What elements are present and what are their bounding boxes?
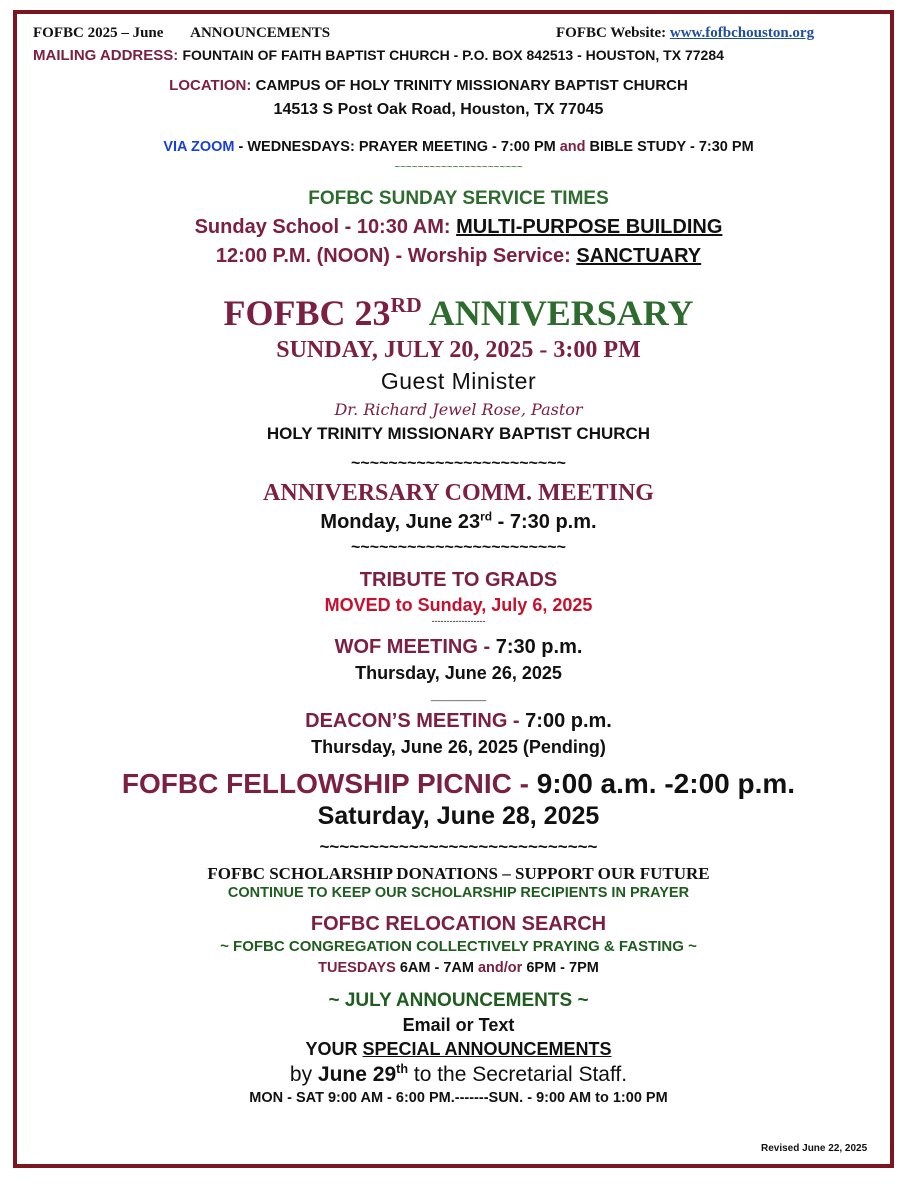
website-link[interactable]: www.fofbchouston.org (669, 25, 815, 41)
july-email-text: Email or Text (402, 1015, 515, 1035)
anniversary-word: ANNIVERSARY (428, 293, 694, 333)
worship-location: SANCTUARY (576, 245, 702, 267)
relocation-title: FOFBC RELOCATION SEARCH (310, 913, 607, 935)
july-deadline-ordinal: th (396, 1062, 409, 1076)
comm-meeting-divider: ~~~~~~~~~~~~~~~~~~~~~~~ (351, 539, 566, 556)
wof-title: WOF MEETING - (334, 636, 491, 658)
mailing-text: FOUNTAIN OF FAITH BAPTIST CHURCH - P.O. BOX 842513 - HOUSTON, TX 77284 (182, 47, 724, 63)
sunday-school-location: MULTI-PURPOSE BUILDING (456, 216, 723, 238)
anniversary-divider: ~~~~~~~~~~~~~~~~~~~~~~~ (351, 455, 566, 472)
relocation-andor: and/or (477, 960, 523, 976)
zoom-label: VIA ZOOM (163, 139, 235, 155)
location-text: CAMPUS OF HOLY TRINITY MISSIONARY BAPTIST CHURCH (255, 77, 688, 94)
worship-line (0, 245, 917, 268)
anniversary-date: SUNDAY, JULY 20, 2025 - 3:00 PM (276, 337, 641, 363)
guest-church: HOLY TRINITY MISSIONARY BAPTIST CHURCH (266, 424, 651, 443)
website-label: FOFBC Website: (556, 25, 667, 41)
comm-meeting-date (0, 511, 917, 534)
july-deadline-date: June 29 (317, 1063, 397, 1086)
july-special-announcements: SPECIAL ANNOUNCEMENTS (362, 1039, 612, 1059)
relocation-evening: 6PM - 7PM (526, 960, 599, 976)
announcements-label: ANNOUNCEMENTS (190, 25, 331, 41)
picnic-divider: ~~~~~~~~~~~~~~~~~~~~~~~~~~~~ (319, 837, 598, 856)
july-secretarial: to the Secretarial Staff. (413, 1063, 628, 1086)
deacon-time: 7:00 p.m. (525, 710, 612, 732)
relocation-days: TUESDAYS (318, 960, 396, 976)
grads-divider: ------------------ (431, 616, 486, 626)
deacon-title: DEACON’S MEETING - (305, 710, 520, 732)
picnic-date: Saturday, June 28, 2025 (317, 802, 600, 830)
wof-time: 7:30 p.m. (495, 636, 583, 658)
location-label: LOCATION: (169, 77, 252, 94)
picnic-time: 9:00 a.m. -2:00 p.m. (536, 768, 796, 799)
july-by: by (289, 1063, 313, 1086)
anniversary-title (0, 292, 917, 334)
mailing-address (33, 47, 724, 64)
zoom-bible-study: BIBLE STUDY - 7:30 PM (589, 139, 754, 155)
grads-moved-date: MOVED to Sunday, July 6, 2025 (324, 595, 593, 615)
july-special-line (0, 1039, 917, 1060)
comm-meeting-title: ANNIVERSARY COMM. MEETING (263, 480, 654, 506)
relocation-morning: 6AM - 7AM (399, 960, 474, 976)
deacon-title-line (0, 710, 917, 733)
sunday-school-line (0, 216, 917, 239)
july-title: ~ JULY ANNOUNCEMENTS ~ (328, 990, 589, 1011)
july-deadline-line (0, 1063, 917, 1087)
picnic-title: FOFBC FELLOWSHIP PICNIC - (121, 768, 529, 799)
bulletin-month: FOFBC 2025 – June (33, 25, 164, 41)
header-title (33, 25, 330, 42)
comm-meeting-time: - 7:30 p.m. (497, 511, 597, 533)
revised-date: Revised June 22, 2025 (761, 1143, 868, 1154)
deacon-date: Thursday, June 26, 2025 (Pending) (311, 737, 606, 757)
scholarship-title: FOFBC SCHOLARSHIP DONATIONS – SUPPORT OUR FUTURE (207, 864, 710, 883)
mailing-label: MAILING ADDRESS: (33, 47, 179, 64)
wof-divider: ___________ (430, 691, 487, 701)
wof-title-line (0, 636, 917, 659)
scholarship-subtitle: CONTINUE TO KEEP OUR SCHOLARSHIP RECIPIENTS IN PRAYER (227, 885, 690, 901)
comm-meeting-day: Monday, June 23 (320, 511, 481, 533)
location-street: 14513 S Post Oak Road, Houston, TX 77045 (273, 101, 604, 118)
zoom-line (0, 139, 917, 155)
website-line (556, 25, 814, 42)
sunday-school-label: Sunday School - 10:30 AM: (194, 216, 451, 238)
grads-title: TRIBUTE TO GRADS (359, 569, 558, 591)
guest-minister-name: Dr. Richard Jewel Rose, Pastor (334, 400, 583, 419)
july-your: YOUR (305, 1039, 358, 1059)
location-line1 (0, 77, 887, 94)
anniversary-number: 23 (354, 293, 391, 333)
sunday-service-title: FOFBC SUNDAY SERVICE TIMES (308, 188, 609, 209)
zoom-divider: ~~~~~~~~~~~~~~~~~~~~~~ (394, 162, 523, 173)
july-office-hours: MON - SAT 9:00 AM - 6:00 PM.-------SUN. - 9:00 AM to 1:00 PM (249, 1090, 668, 1106)
worship-label: 12:00 P.M. (NOON) - Worship Service: (215, 245, 571, 267)
relocation-subtitle: ~ FOFBC CONGREGATION COLLECTIVELY PRAYING & FASTING ~ (220, 938, 697, 955)
zoom-and: and (559, 139, 586, 155)
anniversary-prefix: FOFBC (223, 293, 346, 333)
guest-minister-label: Guest Minister (380, 368, 537, 394)
zoom-prayer: - WEDNESDAYS: PRAYER MEETING - 7:00 PM (238, 139, 556, 155)
picnic-title-line (0, 768, 917, 800)
comm-meeting-ordinal: rd (480, 509, 493, 524)
wof-date: Thursday, June 26, 2025 (355, 663, 562, 683)
anniversary-suffix: RD (390, 293, 422, 317)
relocation-times (0, 960, 917, 976)
